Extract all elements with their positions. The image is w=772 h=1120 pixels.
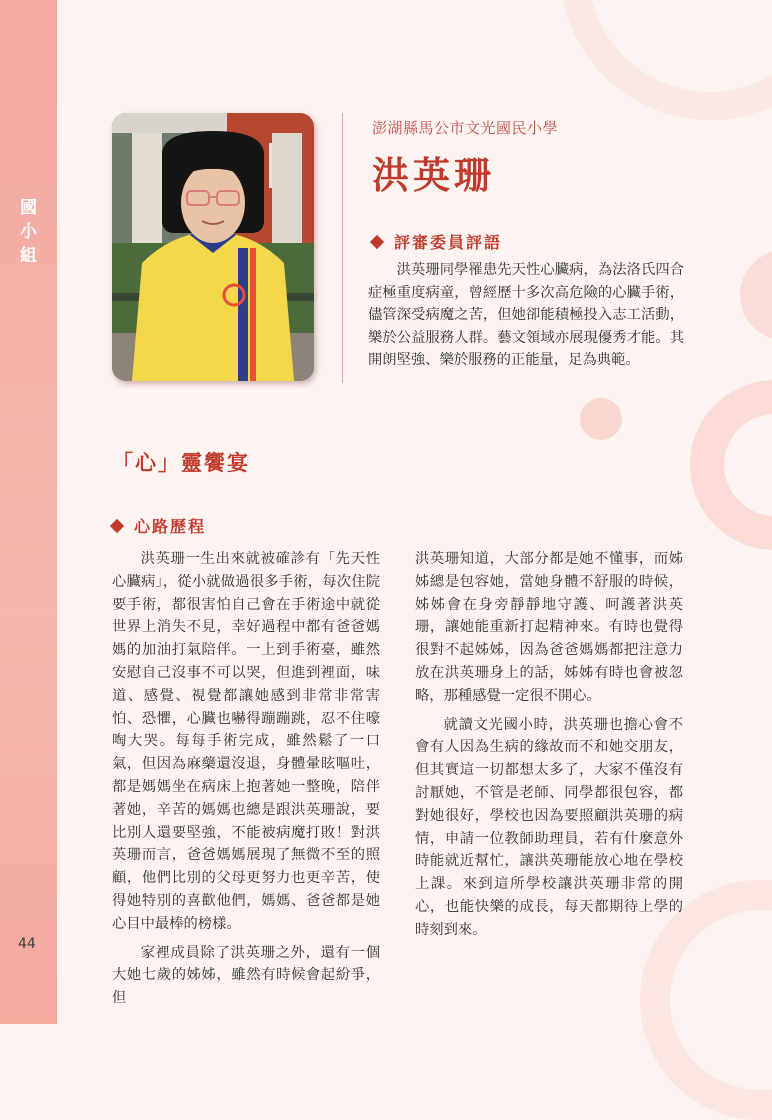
sidebar-label-char: 小 — [20, 222, 37, 242]
background-decoration — [560, 0, 772, 120]
review-heading-text: 評審委員評語 — [394, 233, 503, 252]
article-title: 「心」靈饗宴 — [112, 451, 250, 475]
background-decoration — [580, 398, 622, 440]
article-paragraph: 洪英珊知道，大部分都是她不懂事，而姊姊總是包容她，當她身體不舒服的時候，姊姊會在身旁靜靜地守護、呵護著洪英珊，讓她能重新打起精神來。有時也覺得很對不起姊姊，因為爸爸媽媽都把注意力放在洪英珊身上的話，姊姊有時也會被忽略，那種感覺一定很不開心。 — [415, 551, 683, 704]
article-paragraph: 就讀文光國小時，洪英珊也擔心會不會有人因為生病的緣故而不和她交朋友，但其實這一切都想太多了，大家不僅沒有討厭她，不管是老師、同學都很包容，都對她很好，學校也因為要照顧洪英珊的病情，申請一位教師助理員，若有什麼意外時能就近幫忙，讓洪英珊能放心地在學校上課。來到這所學校讓洪英珊非常的開心，也能快樂的成長，每天都期待上學的時刻到來。 — [415, 716, 683, 938]
review-text — [368, 259, 684, 372]
article-column-left — [112, 548, 380, 1016]
section-heading-text: 心路歷程 — [134, 517, 207, 536]
article-paragraph: 洪英珊一生出來就被確診有「先天性心臟病」，從小就做過很多手術，每次住院要手術，都很害怕自己會在手術途中就從世界上消失不見，幸好過程中都有爸爸媽媽的加油打氣陪伴。一上到手術臺，雖然安慰自己沒事不可以哭，但進到裡面，味道、感覺、視覺都讓她感到非常非常害怕、恐懼，心臟也嚇得蹦蹦跳，忍不住嚎啕大哭。每每手術完成，雖然鬆了一口氣，但因為麻藥還沒退，身體暈眩嘔吐，都是媽媽坐在病床上抱著她一整晚，陪伴著她，辛苦的媽媽也總是跟洪英珊說，要比別人還要堅強，不能被病魔打敗！對洪英珊而言，爸爸媽媽展現了無微不至的照顧，他們比別的父母更努力也更辛苦，使得她特別的喜歡他們，媽媽、爸爸都是她心目中最棒的榜樣。 — [112, 551, 380, 932]
page-number: 44 — [18, 936, 36, 952]
section-heading — [112, 514, 206, 537]
article-column-right — [415, 548, 683, 948]
sidebar-label-char: 國 — [20, 198, 37, 218]
sidebar-label-char: 組 — [20, 246, 37, 266]
student-photo — [112, 113, 314, 381]
sidebar-category-label — [0, 196, 57, 268]
review-paragraph: 洪英珊同學罹患先天性心臟病，為法洛氏四合症極重度病童，曾經歷十多次高危險的心臟手術，儘管深受病魔之苦，但她卻能積極投入志工活動，樂於公益服務人群。藝文領域亦展現優秀才能。其開朗堅強、樂於服務的正能量，足為典範。 — [368, 262, 684, 368]
background-decoration — [690, 380, 772, 550]
sidebar — [0, 0, 57, 1024]
background-decoration — [740, 250, 772, 340]
school-name: 澎湖縣馬公市文光國民小學 — [372, 119, 559, 137]
review-heading — [372, 230, 502, 253]
student-name: 洪英珊 — [372, 154, 495, 197]
diamond-bullet-icon — [370, 234, 384, 248]
diamond-bullet-icon — [110, 518, 124, 532]
article-paragraph: 家裡成員除了洪英珊之外，還有一個大她七歲的姊姊，雖然有時候會起紛爭，但 — [112, 944, 380, 1007]
vertical-divider — [342, 113, 343, 383]
